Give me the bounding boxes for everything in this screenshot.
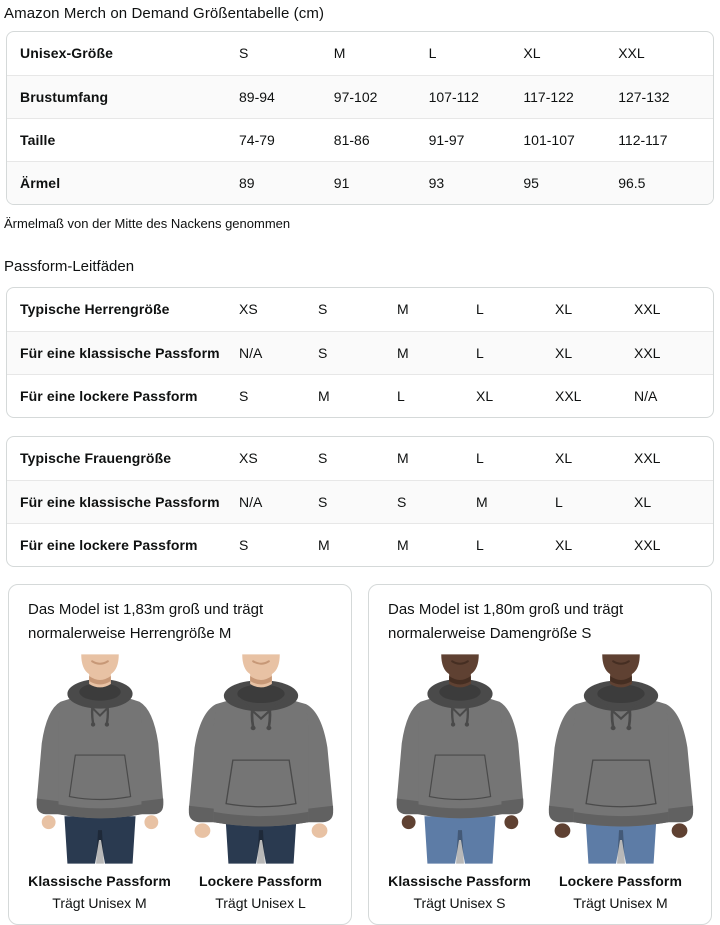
table-row [7, 288, 713, 331]
hoodie-figure [182, 653, 340, 865]
row-label: Für eine lockere Passform [7, 523, 239, 566]
fit-label: Lockere Passform [199, 873, 322, 889]
wears-label: Trägt Unisex L [215, 895, 306, 911]
value-cell: M [476, 480, 555, 523]
row-label: Typische Frauengröße [20, 450, 172, 467]
value-cell: 107-112 [429, 75, 524, 118]
value-cell: N/A [239, 480, 318, 523]
model-card-men [8, 584, 352, 925]
caption [180, 873, 341, 911]
page-title: Amazon Merch on Demand Größentabelle (cm) [4, 5, 325, 22]
caption [19, 873, 180, 911]
size-header-cell: M [333, 45, 346, 62]
caption [379, 873, 540, 911]
value-cell: XXL [634, 331, 713, 374]
value-cell: S [318, 331, 397, 374]
value-cell: 112-117 [618, 118, 713, 161]
photo-captions [379, 873, 701, 911]
table-row [7, 523, 713, 566]
row-label: Für eine klassische Passform [7, 331, 239, 374]
size-header-cell: XXL [618, 45, 645, 62]
size-header-cell: L [428, 45, 437, 62]
value-cell: M [397, 331, 476, 374]
value-cell: 117-122 [523, 75, 618, 118]
model-photos [19, 653, 341, 865]
value-cell: M [397, 450, 409, 467]
value-cell: 95 [523, 161, 618, 204]
model-card-women [368, 584, 712, 925]
value-cell: M [318, 523, 397, 566]
table-row [7, 118, 713, 161]
fit-table-men [7, 288, 713, 417]
size-header-cell: XL [523, 45, 541, 62]
value-cell: L [476, 331, 555, 374]
value-cell: XXL [634, 301, 661, 318]
value-cell: XS [239, 301, 258, 318]
value-cell: S [318, 480, 397, 523]
row-label: Unisex-Größe [20, 45, 113, 62]
value-cell: XL [555, 523, 634, 566]
value-cell: L [476, 523, 555, 566]
row-label: Für eine lockere Passform [7, 374, 239, 417]
value-cell: XS [239, 450, 258, 467]
value-cell: XL [476, 374, 555, 417]
model-photo-loose-fit [180, 653, 341, 865]
model-photo-loose-fit [540, 653, 701, 865]
row-label: Taille [7, 118, 239, 161]
row-label: Ärmel [7, 161, 239, 204]
row-label: Brustumfang [7, 75, 239, 118]
row-label: Typische Herrengröße [20, 301, 170, 318]
model-description: Das Model ist 1,80m groß und trägt normalerweise Damengröße S [388, 601, 624, 642]
value-cell: 89 [239, 161, 334, 204]
value-cell: N/A [634, 374, 713, 417]
wears-label: Trägt Unisex S [413, 895, 506, 911]
value-cell: XL [555, 331, 634, 374]
value-cell: 91-97 [429, 118, 524, 161]
value-cell: L [555, 480, 634, 523]
row-label: Für eine klassische Passform [7, 480, 239, 523]
value-cell: 93 [429, 161, 524, 204]
size-table [7, 32, 713, 204]
value-cell: 101-107 [523, 118, 618, 161]
value-cell: XXL [634, 450, 661, 467]
table-row [7, 161, 713, 204]
value-cell: L [476, 450, 484, 467]
value-cell: S [239, 374, 318, 417]
model-photos [379, 653, 701, 865]
value-cell: XXL [555, 374, 634, 417]
fit-table-women-card [6, 436, 714, 567]
value-cell: S [239, 523, 318, 566]
value-cell: XL [634, 480, 713, 523]
value-cell: 96.5 [618, 161, 713, 204]
wears-label: Trägt Unisex M [573, 895, 668, 911]
size-table-card [6, 31, 714, 205]
value-cell: 89-94 [239, 75, 334, 118]
photo-captions [19, 873, 341, 911]
fit-label: Klassische Passform [28, 873, 171, 889]
value-cell: S [318, 450, 328, 467]
value-cell: S [397, 480, 476, 523]
hoodie-figure [542, 653, 700, 865]
value-cell: 81-86 [334, 118, 429, 161]
model-description: Das Model ist 1,83m groß und trägt normalerweise Herrengröße M [28, 601, 264, 642]
value-cell: 97-102 [334, 75, 429, 118]
fit-guides-heading: Passform-Leitfäden [4, 258, 135, 275]
size-table-header-row [7, 32, 713, 75]
value-cell: L [476, 301, 484, 318]
fit-label: Lockere Passform [559, 873, 682, 889]
value-cell: 74-79 [239, 118, 334, 161]
size-header-cell: S [239, 45, 249, 62]
wears-label: Trägt Unisex M [52, 895, 147, 911]
table-row [7, 374, 713, 417]
table-row [7, 437, 713, 480]
value-cell: L [397, 374, 476, 417]
table-row [7, 75, 713, 118]
sleeve-measure-footnote: Ärmelmaß von der Mitte des Nackens genommen [4, 216, 291, 231]
value-cell: XL [555, 301, 573, 318]
value-cell: S [318, 301, 328, 318]
value-cell: M [397, 301, 409, 318]
value-cell: XL [555, 450, 573, 467]
model-cards-row [8, 584, 712, 925]
fit-table-men-card [6, 287, 714, 418]
value-cell: N/A [239, 331, 318, 374]
model-photo-classic-fit [19, 653, 180, 865]
value-cell: XXL [634, 523, 713, 566]
table-row [7, 331, 713, 374]
value-cell: M [318, 374, 397, 417]
value-cell: M [397, 523, 476, 566]
fit-label: Klassische Passform [388, 873, 531, 889]
value-cell: 91 [334, 161, 429, 204]
value-cell: 127-132 [618, 75, 713, 118]
fit-table-women [7, 437, 713, 566]
hoodie-figure [381, 653, 539, 865]
caption [540, 873, 701, 911]
hoodie-figure [21, 653, 179, 865]
table-row [7, 480, 713, 523]
model-photo-classic-fit [379, 653, 540, 865]
